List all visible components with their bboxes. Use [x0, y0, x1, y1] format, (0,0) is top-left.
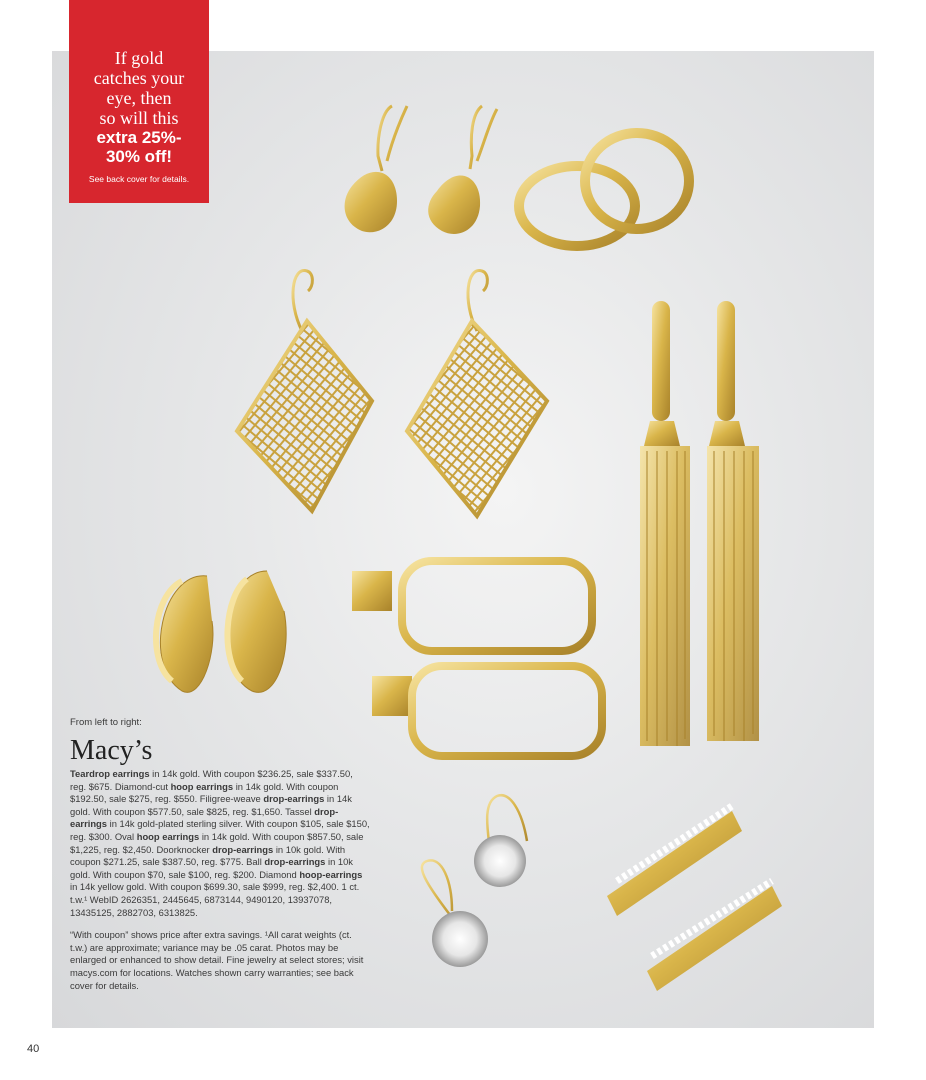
promo-offer: extra 25%-: [96, 128, 182, 147]
promo-offer: 30% off!: [105, 147, 173, 166]
item-name: hoop earrings: [136, 830, 200, 842]
item-name: Teardrop earrings: [70, 768, 150, 779]
order-label: From left to right:: [70, 717, 142, 728]
item-name: drop-earrings: [263, 793, 325, 805]
item-name: drop-earrings: [70, 805, 339, 830]
item-details: in 14k gold. With coupon $857.50, sale $1,225, reg. $2,450. Doorknocker: [70, 830, 364, 855]
promo-line: so will this: [99, 108, 179, 128]
product-description: [70, 768, 370, 919]
page-number: 40: [27, 1043, 40, 1055]
oval-hoop-earrings: [156, 571, 286, 692]
item-name: drop-earrings: [264, 856, 326, 868]
item-name: hoop earrings: [170, 780, 234, 792]
item-details: in 10k gold. With coupon $271.25, sale $387.50, reg. $775. Ball: [70, 843, 346, 868]
promo-line: catches your: [93, 68, 185, 88]
promo-line: eye, then: [106, 88, 172, 108]
item-details: in 14k gold-plated sterling silver. With coupon $105, sale $150, reg. $300. Oval: [70, 818, 370, 842]
tassel-drop-earrings: [640, 301, 759, 746]
promo-line: If gold: [114, 48, 164, 68]
item-name: drop-earrings: [212, 843, 274, 855]
doorknocker-drop-earrings: [352, 561, 602, 756]
promo-note: See back cover for details.: [88, 174, 190, 184]
teardrop-earrings: [345, 106, 497, 234]
brand-name: Macy’s: [70, 735, 153, 766]
item-details: in 10k gold. With coupon $70, sale $100, reg. $200. Diamond: [70, 856, 353, 880]
filigree-weave-drop-earrings: [237, 271, 547, 516]
diamond-cut-hoop-earrings: [519, 133, 689, 246]
product-copy: [70, 717, 370, 992]
promo-badge: [69, 0, 209, 203]
item-name: hoop-earrings: [299, 868, 363, 880]
item-details: in 14k yellow gold. With coupon $699.30, sale $999, reg. $2,400. 1 ct. t.w.¹ WebID 2626351, 2445645, 6873144, 9490120, 13937078, 13435125, 2882703, 6313825.: [70, 881, 360, 918]
item-details: in 14k gold. With coupon $192.50, sale $275, reg. $550. Filigree-weave: [70, 780, 339, 805]
item-details: in 14k gold. With coupon $577.50, sale $825, reg. $1,650. Tassel: [70, 793, 352, 817]
diamond-hoop-earrings: [607, 806, 782, 991]
ball-drop-earrings: [422, 795, 527, 967]
item-details: in 14k gold. With coupon $236.25, sale $337.50, reg. $675. Diamond-cut: [70, 768, 353, 792]
fine-print: “With coupon” shows price after extra savings. ¹All carat weights (ct. t.w.) are approximate; variance may be .05 carat. Photos may be enlarged or enhanced to show detail. Fine jewelry at select stores; visit macys.com for locations. Watches shown carry warranties; see back cover for details.: [70, 929, 364, 991]
